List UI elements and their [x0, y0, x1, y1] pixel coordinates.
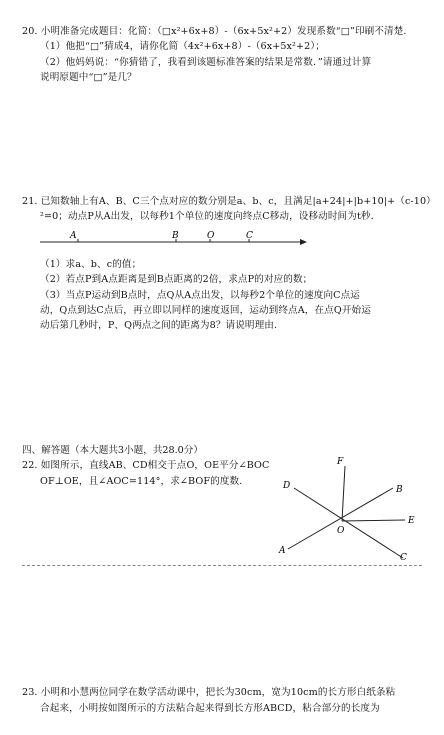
angle-label-a: A	[279, 546, 286, 556]
angle-label-c: C	[400, 553, 407, 563]
section-heading: 四、解答题（本大题共3小题，共28.0分）	[22, 445, 203, 456]
angle-figure	[275, 452, 425, 567]
q20-line3: （2）他妈妈说：“你猜错了，我看到该题标准答案的结果是常数．”请通过计算	[40, 57, 372, 68]
angle-label-o: O	[337, 526, 345, 536]
q21-sub3: （3）当点P运动到B点时，点Q从A点出发，以每秒2个单位的速度向C点运	[40, 290, 360, 301]
angle-label-d: D	[283, 481, 291, 491]
angle-label-f: F	[337, 457, 344, 467]
q22-line1: 22. 如图所示，直线AB、CD相交于点O，OE平分∠BOC	[22, 460, 270, 471]
q21-line1: 21. 已知数轴上有A、B、C三个点对应的数分别是a、b、c，且满足|a+24|+|b+10|+（c-10）	[22, 196, 436, 207]
number-line-label-a: A	[70, 231, 77, 241]
q21-sub4: 动，Q点到达C点后，再立即以同样的速度返回，运动到终点A，在点Q开始运	[40, 305, 371, 316]
q21-sub1: （1）求a、b、c的值；	[40, 259, 142, 270]
number-line-label-o: O	[207, 231, 215, 241]
number-line-figure	[30, 228, 320, 248]
q21-sub2: （2）若点P到A点距离是到B点距离的2倍，求点P的对应的数；	[40, 274, 313, 285]
q23-line2: 合起来，小明按如图所示的方法粘合起来得到长方形ABCD，粘合部分的长度为	[40, 703, 380, 714]
angle-label-b: B	[396, 485, 403, 495]
q21-line2: ²=0；动点P从A出发，以每秒1个单位的速度向终点C移动，设移动时间为t秒.	[40, 211, 374, 222]
q20-line2: （1）他把“□”猜成4，请你化简（4x²+6x+8）-（6x+5x²+2）；	[40, 41, 325, 52]
number-line-label-b: B	[172, 231, 179, 241]
q21-sub5: 动后第几秒时，P、Q两点之间的距离为8？请说明理由.	[40, 320, 278, 331]
q22-line2: OF⊥OE，且∠AOC=114°，求∠BOF的度数.	[40, 476, 243, 487]
q23-line1: 23. 小明和小慧两位同学在数学活动课中，把长为30cm，宽为10cm的长方形白纸条粘	[22, 687, 396, 698]
angle-label-e: E	[408, 516, 415, 526]
section-divider	[22, 565, 422, 566]
q20-line4: 说明原题中“□”是几？	[40, 72, 137, 83]
number-line-label-c: C	[246, 231, 253, 241]
q20-line1: 20. 小明准备完成题目：化简：（□x²+6x+8）-（6x+5x²+2）发现系数“□”印刷不清楚.	[22, 26, 407, 37]
